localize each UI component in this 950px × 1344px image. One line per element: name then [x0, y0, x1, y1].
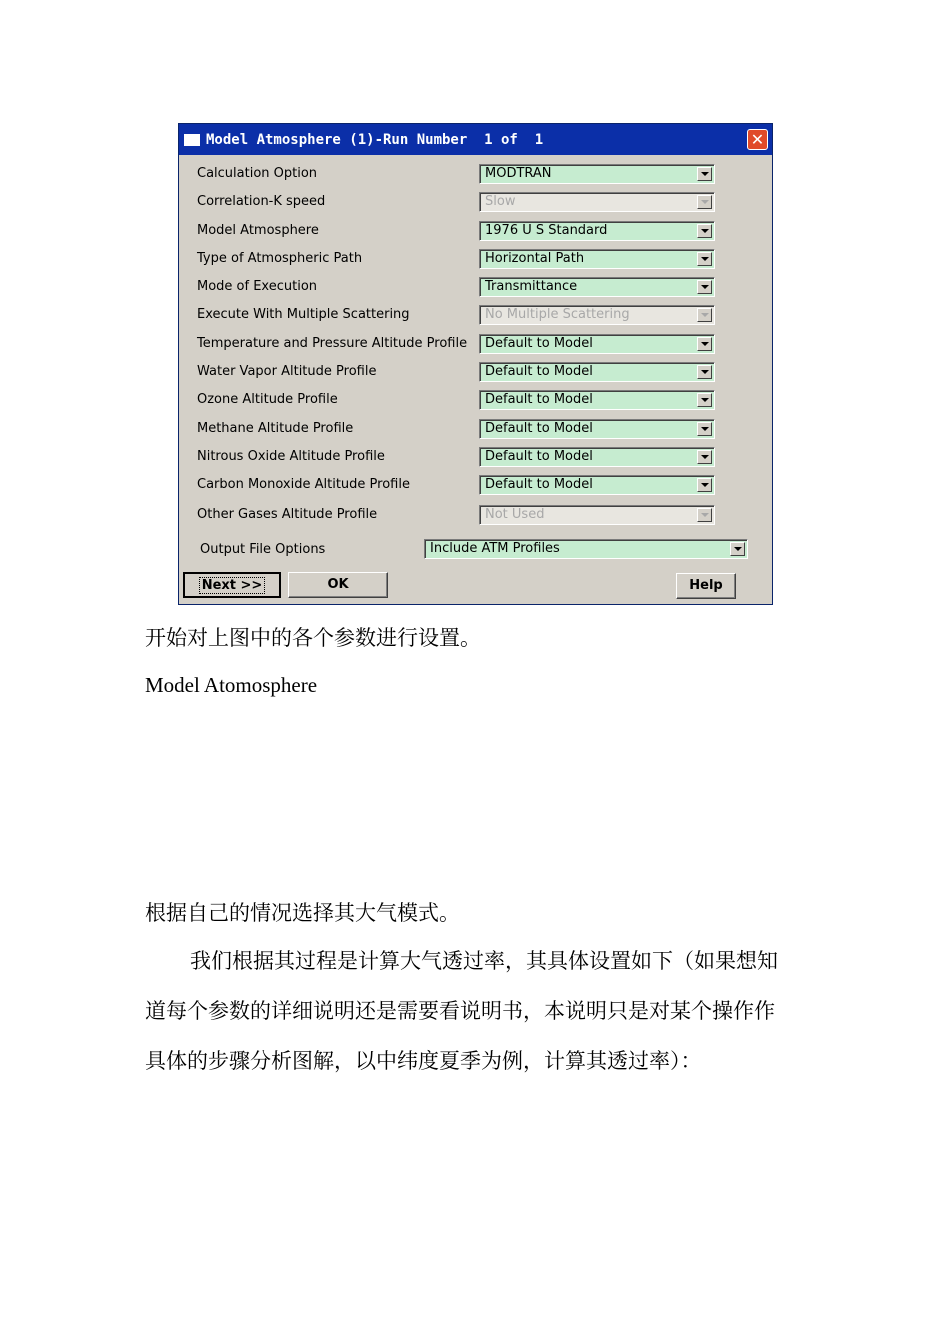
chevron-down-icon[interactable]: [697, 422, 712, 436]
option-label: Mode of Execution: [197, 279, 318, 294]
option-select: [479, 192, 715, 212]
option-label: Temperature and Pressure Altitude Profile: [197, 336, 468, 351]
option-label: Type of Atmospheric Path: [197, 251, 363, 266]
option-select[interactable]: [479, 475, 715, 495]
chevron-down-icon[interactable]: [697, 450, 712, 464]
chevron-down-icon[interactable]: [697, 337, 712, 351]
option-value: Not Used: [485, 507, 545, 522]
option-value: 1976 U S Standard: [485, 223, 608, 238]
next-button[interactable]: [183, 572, 281, 598]
output-file-options-value: Include ATM Profiles: [430, 541, 560, 556]
option-value: Transmittance: [485, 279, 578, 294]
paragraph-intro: 开始对上图中的各个参数进行设置。: [145, 626, 481, 650]
option-select[interactable]: [479, 419, 715, 439]
chevron-down-icon[interactable]: [697, 393, 712, 407]
help-button-label: Help: [689, 578, 723, 593]
option-value: MODTRAN: [485, 166, 552, 181]
option-label: Correlation-K speed: [197, 194, 326, 209]
option-label: Other Gases Altitude Profile: [197, 507, 378, 522]
option-label: Nitrous Oxide Altitude Profile: [197, 449, 385, 464]
chevron-down-icon: [697, 308, 712, 322]
help-button[interactable]: [676, 573, 736, 599]
paragraph-body-line-1: 我们根据其过程是计算大气透过率，其具体设置如下（如果想知: [190, 949, 778, 973]
option-select[interactable]: [479, 362, 715, 382]
option-value: Horizontal Path: [485, 251, 585, 266]
chevron-down-icon[interactable]: [697, 478, 712, 492]
chevron-down-icon[interactable]: [697, 167, 712, 181]
option-label: Execute With Multiple Scattering: [197, 307, 410, 322]
paragraph-heading: Model Atomosphere: [145, 673, 318, 697]
chevron-down-icon[interactable]: [697, 224, 712, 238]
option-label: Carbon Monoxide Altitude Profile: [197, 477, 410, 492]
option-label: Water Vapor Altitude Profile: [197, 364, 377, 379]
chevron-down-icon: [697, 508, 712, 522]
option-select[interactable]: [479, 447, 715, 467]
next-button-label: Next >>: [201, 578, 263, 593]
output-file-options-select[interactable]: [424, 539, 748, 559]
option-label: Calculation Option: [197, 166, 318, 181]
option-select: [479, 505, 715, 525]
option-label: Methane Altitude Profile: [197, 421, 354, 436]
option-select: [479, 305, 715, 325]
paragraph-select-model: 根据自己的情况选择其大气模式。: [145, 901, 460, 925]
option-select[interactable]: [479, 334, 715, 354]
option-value: No Multiple Scattering: [485, 307, 630, 322]
option-label: Ozone Altitude Profile: [197, 392, 338, 407]
chevron-down-icon[interactable]: [697, 252, 712, 266]
option-select[interactable]: [479, 277, 715, 297]
chevron-down-icon[interactable]: [697, 365, 712, 379]
model-atmosphere-dialog: [178, 123, 773, 605]
window-menu-icon[interactable]: [184, 134, 200, 146]
option-value: Default to Model: [485, 449, 593, 464]
output-file-options-label: Output File Options: [200, 542, 326, 557]
option-value: Default to Model: [485, 421, 593, 436]
ok-button-label: OK: [327, 577, 349, 592]
option-label: Model Atmosphere: [197, 223, 319, 238]
option-value: Slow: [485, 194, 516, 209]
option-value: Default to Model: [485, 364, 593, 379]
paragraph-body-line-3: 具体的步骤分析图解，以中纬度夏季为例，计算其透过率）：: [145, 1049, 702, 1073]
ok-button[interactable]: [288, 572, 388, 598]
option-select[interactable]: [479, 221, 715, 241]
chevron-down-icon[interactable]: [730, 542, 745, 556]
option-select[interactable]: [479, 164, 715, 184]
close-button[interactable]: ✕: [747, 129, 768, 150]
option-select[interactable]: [479, 390, 715, 410]
option-value: Default to Model: [485, 336, 593, 351]
dialog-titlebar[interactable]: [179, 124, 772, 155]
chevron-down-icon[interactable]: [697, 280, 712, 294]
dialog-title: Model Atmosphere (1)-Run Number 1 of 1: [206, 131, 544, 148]
option-value: Default to Model: [485, 392, 593, 407]
chevron-down-icon: [697, 195, 712, 209]
option-value: Default to Model: [485, 477, 593, 492]
option-select[interactable]: [479, 249, 715, 269]
paragraph-body-line-2: 道每个参数的详细说明还是需要看说明书，本说明只是对某个操作作: [145, 999, 775, 1023]
